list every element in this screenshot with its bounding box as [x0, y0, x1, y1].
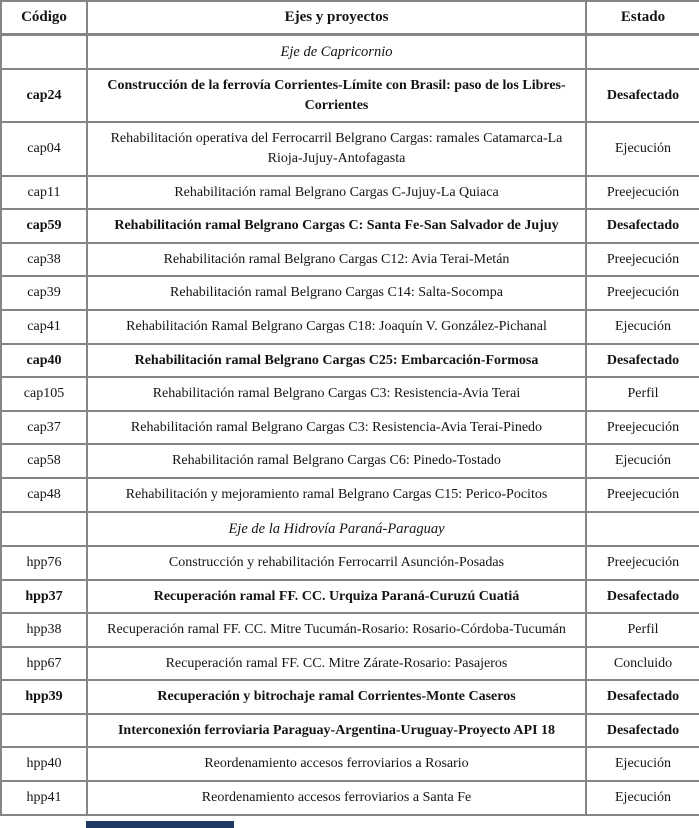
- status-cell: Desafectado: [586, 69, 699, 122]
- status-cell: Preejecución: [586, 478, 699, 512]
- project-cell: Construcción de la ferrovía Corrientes-Límite con Brasil: paso de los Libres-Corrientes: [87, 69, 586, 122]
- table-row: [1, 714, 699, 748]
- project-cell: Rehabilitación ramal Belgrano Cargas C3: Resistencia-Avia Terai-Pinedo: [87, 411, 586, 445]
- table-row: [1, 613, 699, 647]
- status-cell: Ejecución: [586, 310, 699, 344]
- project-cell: Rehabilitación ramal Belgrano Cargas C12: Avia Terai-Metán: [87, 243, 586, 277]
- code-cell: hpp67: [1, 647, 87, 681]
- column-header-codigo: Código: [1, 1, 87, 35]
- section-label: Eje de la Hidrovía Paraná-Paraguay: [87, 512, 586, 546]
- code-cell: cap39: [1, 276, 87, 310]
- status-cell: Ejecución: [586, 122, 699, 175]
- status-cell: Preejecución: [586, 546, 699, 580]
- column-header-estado: Estado: [586, 1, 699, 35]
- table-row: [1, 209, 699, 243]
- project-cell: Rehabilitación Ramal Belgrano Cargas C18: Joaquín V. González-Pichanal: [87, 310, 586, 344]
- code-cell: cap105: [1, 377, 87, 411]
- table-row: [1, 580, 699, 614]
- status-cell: Preejecución: [586, 176, 699, 210]
- table-row: [1, 69, 699, 122]
- column-header-ejes-y-proyectos: Ejes y proyectos: [87, 1, 586, 35]
- table-row: [1, 243, 699, 277]
- table-row: [1, 444, 699, 478]
- project-cell: Recuperación ramal FF. CC. Mitre Zárate-Rosario: Pasajeros: [87, 647, 586, 681]
- code-cell: cap38: [1, 243, 87, 277]
- project-cell: Recuperación ramal FF. CC. Mitre Tucumán-Rosario: Rosario-Córdoba-Tucumán: [87, 613, 586, 647]
- project-cell: Construcción y rehabilitación Ferrocarril Asunción-Posadas: [87, 546, 586, 580]
- code-cell: cap37: [1, 411, 87, 445]
- table-row: [1, 176, 699, 210]
- table-row: [1, 122, 699, 175]
- header-row: [1, 1, 699, 35]
- status-cell: Perfil: [586, 613, 699, 647]
- status-cell: Preejecución: [586, 411, 699, 445]
- code-cell: hpp38: [1, 613, 87, 647]
- code-cell: cap11: [1, 176, 87, 210]
- project-cell: Rehabilitación ramal Belgrano Cargas C25: Embarcación-Formosa: [87, 344, 586, 378]
- status-cell: Perfil: [586, 377, 699, 411]
- status-cell: Desafectado: [586, 580, 699, 614]
- code-cell: cap24: [1, 69, 87, 122]
- table-row: [1, 310, 699, 344]
- project-cell: Rehabilitación ramal Belgrano Cargas C3: Resistencia-Avia Terai: [87, 377, 586, 411]
- code-cell: cap04: [1, 122, 87, 175]
- code-cell: cap40: [1, 344, 87, 378]
- project-cell: Reordenamiento accesos ferroviarios a Rosario: [87, 747, 586, 781]
- table-row: [1, 546, 699, 580]
- code-cell: hpp39: [1, 680, 87, 714]
- section-row: [1, 35, 699, 70]
- project-cell: Rehabilitación ramal Belgrano Cargas C-Jujuy-La Quiaca: [87, 176, 586, 210]
- code-cell: cap48: [1, 478, 87, 512]
- section-label: Eje de Capricornio: [87, 35, 586, 70]
- status-cell: [586, 512, 699, 546]
- project-cell: Rehabilitación operativa del Ferrocarril Belgrano Cargas: ramales Catamarca-La Rioja-Jujuy-Antofagasta: [87, 122, 586, 175]
- project-cell: Rehabilitación ramal Belgrano Cargas C: Santa Fe-San Salvador de Jujuy: [87, 209, 586, 243]
- code-cell: [1, 714, 87, 748]
- code-cell: cap58: [1, 444, 87, 478]
- code-cell: cap59: [1, 209, 87, 243]
- table-row: [1, 276, 699, 310]
- project-cell: Recuperación ramal FF. CC. Urquiza Paraná-Curuzú Cuatiá: [87, 580, 586, 614]
- project-cell: Rehabilitación y mejoramiento ramal Belgrano Cargas C15: Perico-Pocitos: [87, 478, 586, 512]
- bottom-partial-element: [86, 821, 234, 828]
- project-cell: Recuperación y bitrochaje ramal Corrientes-Monte Caseros: [87, 680, 586, 714]
- table-body: [1, 35, 699, 815]
- project-cell: Rehabilitación ramal Belgrano Cargas C14: Salta-Socompa: [87, 276, 586, 310]
- status-cell: Ejecución: [586, 781, 699, 815]
- section-row: [1, 512, 699, 546]
- table-row: [1, 344, 699, 378]
- status-cell: Desafectado: [586, 344, 699, 378]
- code-cell: [1, 512, 87, 546]
- table-row: [1, 680, 699, 714]
- code-cell: cap41: [1, 310, 87, 344]
- status-cell: Desafectado: [586, 714, 699, 748]
- code-cell: hpp76: [1, 546, 87, 580]
- table-row: [1, 781, 699, 815]
- code-cell: hpp40: [1, 747, 87, 781]
- code-cell: hpp41: [1, 781, 87, 815]
- project-cell: Rehabilitación ramal Belgrano Cargas C6: Pinedo-Tostado: [87, 444, 586, 478]
- table-row: [1, 478, 699, 512]
- status-cell: Desafectado: [586, 680, 699, 714]
- project-cell: Reordenamiento accesos ferroviarios a Santa Fe: [87, 781, 586, 815]
- table-row: [1, 411, 699, 445]
- table-row: [1, 377, 699, 411]
- status-cell: [586, 35, 699, 70]
- code-cell: [1, 35, 87, 70]
- table-row: [1, 747, 699, 781]
- status-cell: Desafectado: [586, 209, 699, 243]
- status-cell: Ejecución: [586, 747, 699, 781]
- status-cell: Preejecución: [586, 243, 699, 277]
- status-cell: Preejecución: [586, 276, 699, 310]
- status-cell: Ejecución: [586, 444, 699, 478]
- project-cell: Interconexión ferroviaria Paraguay-Argentina-Uruguay-Proyecto API 18: [87, 714, 586, 748]
- status-cell: Concluido: [586, 647, 699, 681]
- table-header: [1, 1, 699, 35]
- code-cell: hpp37: [1, 580, 87, 614]
- table-row: [1, 647, 699, 681]
